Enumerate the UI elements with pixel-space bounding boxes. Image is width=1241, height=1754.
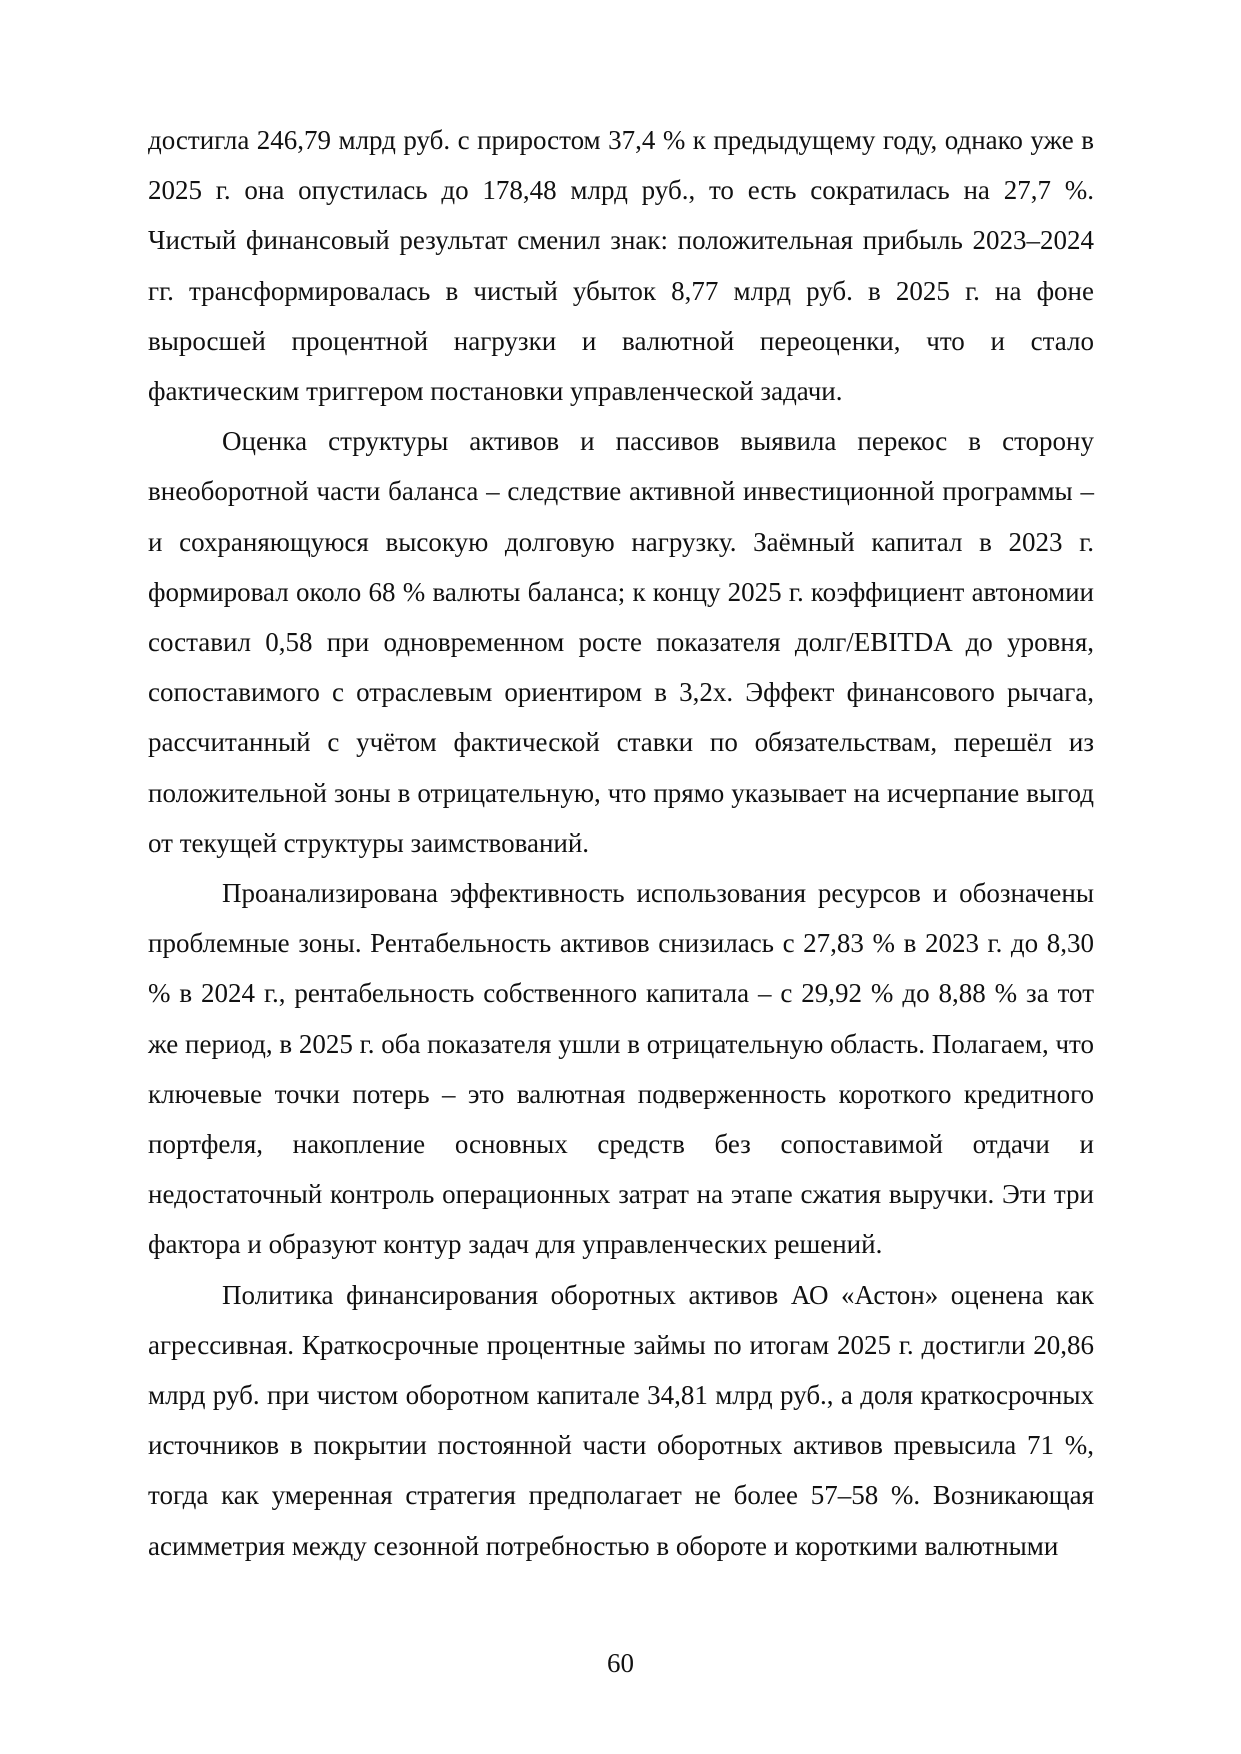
paragraph-continuation: достигла 246,79 млрд руб. с приростом 37,4 % к предыдущему году, однако уже в 2025 г. она опустилась до 178,48 млрд руб., то есть сократилась на 27,7 %. Чистый финансовый результат сменил знак: положительная прибыль 2023–2024 гг. трансформировалась в чистый убыток 8,77 млрд руб. в 2025 г. на фоне выросшей процентной нагрузки и валютной переоценки, что и стало фактическим триггером постановки управленческой задачи. [148, 125, 1094, 407]
document-body [148, 115, 1094, 1571]
page-number: 60 [607, 1648, 634, 1678]
paragraph-financing-policy: Политика финансирования оборотных активов АО «Астон» оценена как агрессивная. Краткосрочные процентные займы по итогам 2025 г. достигли 20,86 млрд руб. при чистом оборотном капитале 34,81 млрд руб., а доля краткосрочных источников в покрытии постоянной части оборотных активов превысила 71 %, тогда как умеренная стратегия предполагает не более 57–58 %. Возникающая асимметрия между сезонной потребностью в обороте и короткими валютными [148, 1279, 1094, 1561]
paragraph-resource-efficiency: Проанализирована эффективность использования ресурсов и обозначены проблемные зоны. Рентабельность активов снизилась с 27,83 % в 2023 г. до 8,30 % в 2024 г., рентабельность собственного капитала – с 29,92 % до 8,88 % за тот же период, в 2025 г. оба показателя ушли в отрицательную область. Полагаем, что ключевые точки потерь – это валютная подверженность короткого кредитного портфеля, накопление основных средств без сопоставимой отдачи и недостаточный контроль операционных затрат на этапе сжатия выручки. Эти три фактора и образуют контур задач для управленческих решений. [148, 878, 1094, 1260]
paragraph-assets-liabilities: Оценка структуры активов и пассивов выявила перекос в сторону внеоборотной части баланса – следствие активной инвестиционной программы – и сохраняющуюся высокую долговую нагрузку. Заёмный капитал в 2023 г. формировал около 68 % валюты баланса; к концу 2025 г. коэффициент автономии составил 0,58 при одновременном росте показателя долг/EBITDA до уровня, сопоставимого с отраслевым ориентиром в 3,2х. Эффект финансового рычага, рассчитанный с учётом фактической ставки по обязательствам, перешёл из положительной зоны в отрицательную, что прямо указывает на исчерпание выгод от текущей структуры заимствований. [148, 426, 1094, 858]
